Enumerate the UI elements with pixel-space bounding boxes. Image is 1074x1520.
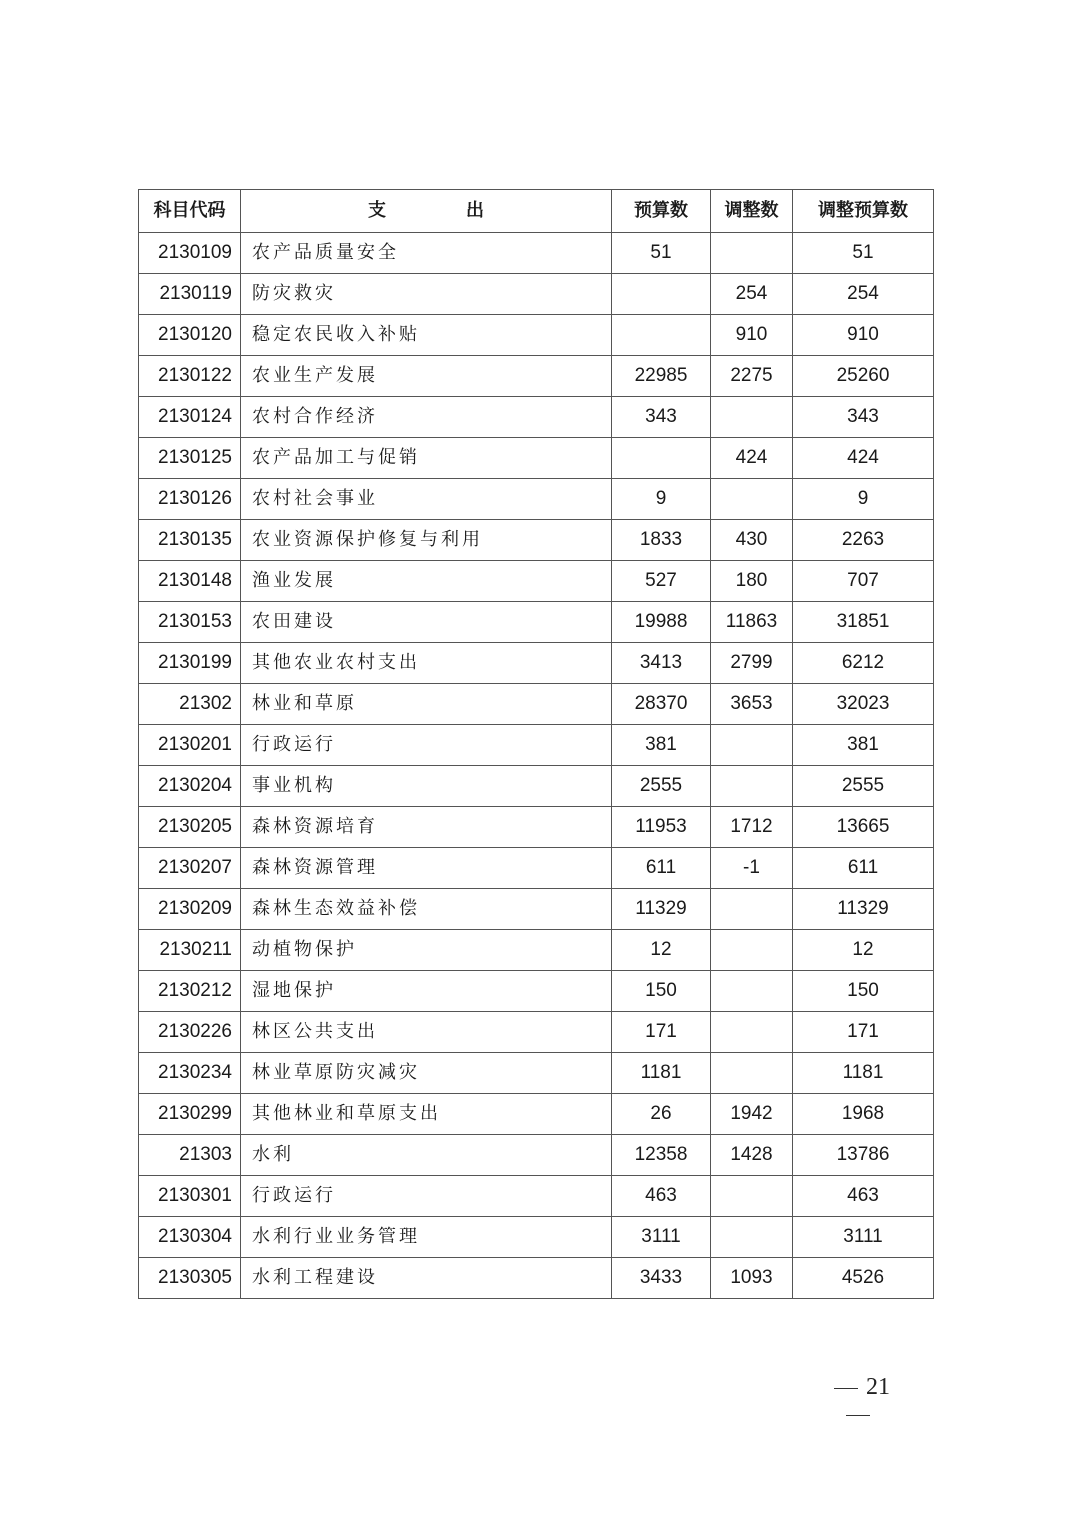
cell-adjustment: 1712: [711, 807, 793, 848]
cell-budget: 2555: [612, 766, 711, 807]
table-row: [139, 233, 934, 274]
cell-code: 2130109: [139, 233, 241, 274]
table-row: [139, 725, 934, 766]
cell-adjusted-budget: 4526: [793, 1258, 934, 1299]
cell-adjustment: 180: [711, 561, 793, 602]
table-row: [139, 274, 934, 315]
cell-budget: 611: [612, 848, 711, 889]
cell-code: 2130304: [139, 1217, 241, 1258]
cell-adjustment: [711, 725, 793, 766]
cell-expense-name: 水利工程建设: [241, 1258, 612, 1299]
cell-adjusted-budget: 2555: [793, 766, 934, 807]
cell-adjustment: [711, 889, 793, 930]
cell-budget: 381: [612, 725, 711, 766]
cell-code: 2130124: [139, 397, 241, 438]
cell-budget: 11953: [612, 807, 711, 848]
cell-adjusted-budget: 51: [793, 233, 934, 274]
table-row: [139, 971, 934, 1012]
cell-adjusted-budget: 32023: [793, 684, 934, 725]
cell-code: 2130119: [139, 274, 241, 315]
cell-expense-name: 其他农业农村支出: [241, 643, 612, 684]
cell-expense-name: 农田建设: [241, 602, 612, 643]
cell-budget: 150: [612, 971, 711, 1012]
cell-adjustment: [711, 930, 793, 971]
table-row: [139, 1094, 934, 1135]
table-row: [139, 930, 934, 971]
cell-expense-name: 林业和草原: [241, 684, 612, 725]
cell-code: 2130205: [139, 807, 241, 848]
table-row: [139, 397, 934, 438]
cell-budget: [612, 438, 711, 479]
table-row: [139, 356, 934, 397]
cell-code: 2130212: [139, 971, 241, 1012]
header-adjustment: 调整数: [711, 190, 793, 233]
cell-code: 2130234: [139, 1053, 241, 1094]
table-row: [139, 1053, 934, 1094]
cell-adjusted-budget: 707: [793, 561, 934, 602]
cell-expense-name: 森林生态效益补偿: [241, 889, 612, 930]
cell-adjusted-budget: 150: [793, 971, 934, 1012]
cell-budget: 3111: [612, 1217, 711, 1258]
cell-adjustment: [711, 1053, 793, 1094]
table-row: [139, 848, 934, 889]
cell-expense-name: 稳定农民收入补贴: [241, 315, 612, 356]
header-expense-right: 出: [466, 200, 484, 221]
cell-adjusted-budget: 9: [793, 479, 934, 520]
table-row: [139, 1258, 934, 1299]
cell-budget: 3413: [612, 643, 711, 684]
cell-budget: 171: [612, 1012, 711, 1053]
cell-budget: 463: [612, 1176, 711, 1217]
cell-code: 2130301: [139, 1176, 241, 1217]
table-row: [139, 1135, 934, 1176]
cell-adjusted-budget: 2263: [793, 520, 934, 561]
cell-code: 2130209: [139, 889, 241, 930]
cell-code: 2130207: [139, 848, 241, 889]
cell-budget: 26: [612, 1094, 711, 1135]
cell-expense-name: 动植物保护: [241, 930, 612, 971]
cell-budget: 3433: [612, 1258, 711, 1299]
cell-expense-name: 渔业发展: [241, 561, 612, 602]
cell-budget: 28370: [612, 684, 711, 725]
cell-code: 2130126: [139, 479, 241, 520]
cell-budget: 19988: [612, 602, 711, 643]
cell-budget: 527: [612, 561, 711, 602]
cell-budget: 343: [612, 397, 711, 438]
cell-adjusted-budget: 463: [793, 1176, 934, 1217]
cell-budget: 51: [612, 233, 711, 274]
cell-adjusted-budget: 1181: [793, 1053, 934, 1094]
cell-adjustment: 2275: [711, 356, 793, 397]
table-row: [139, 561, 934, 602]
cell-adjusted-budget: 31851: [793, 602, 934, 643]
cell-budget: 12: [612, 930, 711, 971]
cell-budget: 1181: [612, 1053, 711, 1094]
page-number: [808, 1374, 908, 1428]
table-row: [139, 520, 934, 561]
cell-adjustment: 11863: [711, 602, 793, 643]
header-row: [139, 190, 934, 233]
cell-expense-name: 林业草原防灾减灾: [241, 1053, 612, 1094]
page-number-value: 21: [866, 1374, 890, 1400]
header-expense: [241, 190, 612, 233]
table-row: [139, 766, 934, 807]
header-expense-left: 支: [368, 200, 386, 221]
cell-code: 2130153: [139, 602, 241, 643]
table-row: [139, 479, 934, 520]
cell-adjustment: 424: [711, 438, 793, 479]
cell-adjustment: 910: [711, 315, 793, 356]
cell-budget: 11329: [612, 889, 711, 930]
cell-adjusted-budget: 171: [793, 1012, 934, 1053]
cell-expense-name: 行政运行: [241, 1176, 612, 1217]
cell-adjustment: [711, 1012, 793, 1053]
cell-expense-name: 林区公共支出: [241, 1012, 612, 1053]
cell-adjustment: [711, 971, 793, 1012]
cell-expense-name: 森林资源管理: [241, 848, 612, 889]
cell-code: 2130204: [139, 766, 241, 807]
cell-adjusted-budget: 254: [793, 274, 934, 315]
cell-expense-name: 森林资源培育: [241, 807, 612, 848]
cell-adjusted-budget: 25260: [793, 356, 934, 397]
table-row: [139, 807, 934, 848]
cell-adjustment: 3653: [711, 684, 793, 725]
cell-code: 2130148: [139, 561, 241, 602]
cell-adjusted-budget: 6212: [793, 643, 934, 684]
cell-code: 2130122: [139, 356, 241, 397]
cell-adjusted-budget: 11329: [793, 889, 934, 930]
cell-code: 2130120: [139, 315, 241, 356]
cell-expense-name: 水利: [241, 1135, 612, 1176]
cell-adjusted-budget: 12: [793, 930, 934, 971]
cell-code: 2130226: [139, 1012, 241, 1053]
cell-code: 2130305: [139, 1258, 241, 1299]
cell-budget: 1833: [612, 520, 711, 561]
cell-adjustment: [711, 233, 793, 274]
cell-expense-name: 防灾救灾: [241, 274, 612, 315]
cell-code: 2130211: [139, 930, 241, 971]
cell-code: 2130135: [139, 520, 241, 561]
cell-adjustment: 1942: [711, 1094, 793, 1135]
table-row: [139, 1176, 934, 1217]
cell-expense-name: 农村社会事业: [241, 479, 612, 520]
cell-expense-name: 农业生产发展: [241, 356, 612, 397]
cell-code: 2130199: [139, 643, 241, 684]
cell-expense-name: 农产品质量安全: [241, 233, 612, 274]
cell-adjusted-budget: 611: [793, 848, 934, 889]
table-row: [139, 438, 934, 479]
cell-adjustment: 254: [711, 274, 793, 315]
header-adjusted-budget: 调整预算数: [793, 190, 934, 233]
table-body: [139, 233, 934, 1299]
cell-adjustment: -1: [711, 848, 793, 889]
page-dash-left: [834, 1388, 858, 1389]
cell-adjustment: [711, 479, 793, 520]
cell-budget: [612, 274, 711, 315]
cell-expense-name: 水利行业业务管理: [241, 1217, 612, 1258]
cell-adjusted-budget: 1968: [793, 1094, 934, 1135]
cell-adjustment: 1428: [711, 1135, 793, 1176]
cell-code: 21302: [139, 684, 241, 725]
table-row: [139, 889, 934, 930]
cell-code: 21303: [139, 1135, 241, 1176]
cell-adjusted-budget: 343: [793, 397, 934, 438]
cell-expense-name: 事业机构: [241, 766, 612, 807]
cell-code: 2130125: [139, 438, 241, 479]
cell-expense-name: 农产品加工与促销: [241, 438, 612, 479]
cell-adjusted-budget: 424: [793, 438, 934, 479]
cell-adjustment: [711, 766, 793, 807]
cell-adjustment: [711, 1176, 793, 1217]
header-code: 科目代码: [139, 190, 241, 233]
cell-expense-name: 其他林业和草原支出: [241, 1094, 612, 1135]
table-row: [139, 1012, 934, 1053]
table-row: [139, 684, 934, 725]
cell-expense-name: 农业资源保护修复与利用: [241, 520, 612, 561]
cell-budget: 22985: [612, 356, 711, 397]
cell-code: 2130299: [139, 1094, 241, 1135]
table-row: [139, 315, 934, 356]
cell-adjusted-budget: 910: [793, 315, 934, 356]
page-dash-right: [846, 1415, 870, 1416]
table-row: [139, 1217, 934, 1258]
table-row: [139, 602, 934, 643]
cell-code: 2130201: [139, 725, 241, 766]
cell-adjusted-budget: 381: [793, 725, 934, 766]
cell-expense-name: 行政运行: [241, 725, 612, 766]
cell-adjustment: [711, 397, 793, 438]
table-row: [139, 643, 934, 684]
cell-expense-name: 农村合作经济: [241, 397, 612, 438]
cell-adjusted-budget: 13665: [793, 807, 934, 848]
cell-budget: 9: [612, 479, 711, 520]
cell-budget: 12358: [612, 1135, 711, 1176]
cell-budget: [612, 315, 711, 356]
cell-expense-name: 湿地保护: [241, 971, 612, 1012]
cell-adjustment: 1093: [711, 1258, 793, 1299]
cell-adjustment: [711, 1217, 793, 1258]
cell-adjustment: 430: [711, 520, 793, 561]
cell-adjusted-budget: 13786: [793, 1135, 934, 1176]
cell-adjusted-budget: 3111: [793, 1217, 934, 1258]
header-budget: 预算数: [612, 190, 711, 233]
budget-table: [138, 189, 934, 1299]
cell-adjustment: 2799: [711, 643, 793, 684]
